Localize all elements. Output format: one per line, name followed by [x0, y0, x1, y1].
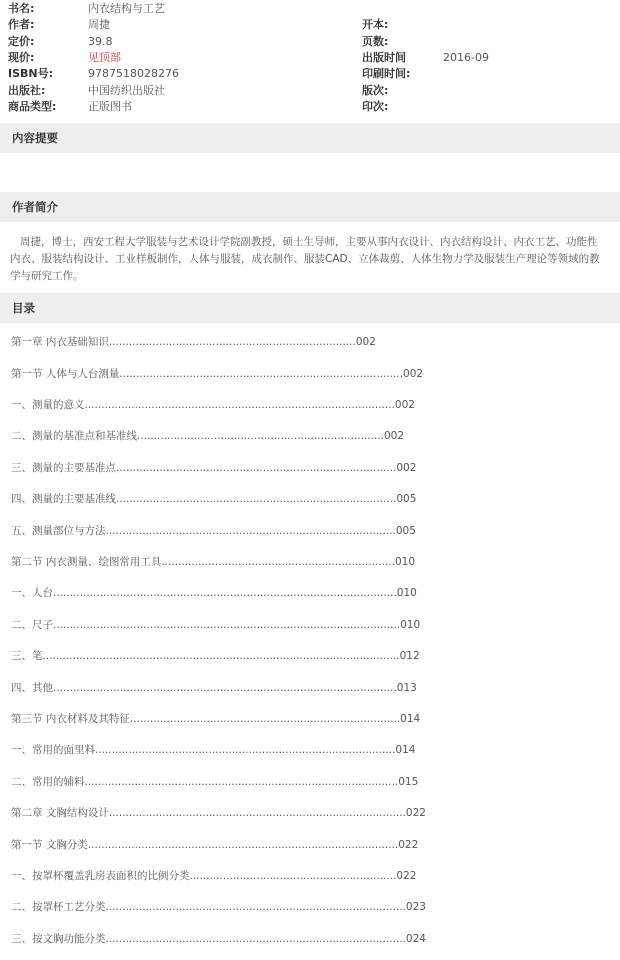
author-section-header: [0, 192, 620, 222]
toc-entry: 第二章 文胸结构设计.........................................................................................022: [11, 807, 426, 819]
current-price-link[interactable]: 见顶部: [88, 51, 121, 64]
toc-entry: 四、其他.......................................................................................................013: [11, 682, 417, 694]
toc-entry: 二、尺子........................................................................................................010: [11, 619, 421, 631]
format-label: 开本:: [362, 18, 389, 31]
title-value: 内衣结构与工艺: [88, 2, 165, 15]
toc-entry: 一、人台.......................................................................................................010: [11, 587, 417, 599]
title-label: 书名:: [8, 2, 35, 15]
author-value: 周捷: [88, 18, 110, 31]
impression-label: 印次:: [362, 100, 389, 113]
toc-entry: 二、测量的基准点和基准线..........................................................................002: [11, 430, 405, 442]
pages-label: 页数:: [362, 35, 389, 48]
toc-section-header: [0, 293, 620, 323]
toc-entry: 一、按罩杯覆盖乳房表面积的比例分类..............................................................022: [11, 870, 417, 882]
toc-entry: 第一节 人体与人台测量.....................................................................................002: [11, 368, 424, 380]
toc-entry: 第一节 文胸分类.............................................................................................022: [11, 839, 419, 851]
product-type-value: 正版图书: [88, 100, 132, 113]
author-label: 作者:: [8, 18, 35, 31]
summary-section-header: [0, 123, 620, 153]
publish-date-label: 出版时间: [362, 51, 406, 64]
toc-entry: 一、常用的面里料..........................................................................................014: [11, 744, 416, 756]
edition-label: 版次:: [362, 84, 389, 97]
product-type-label: 商品类型:: [8, 100, 57, 113]
current-price-label: 现价:: [8, 51, 35, 64]
toc-entry: 第二节 内衣测量、绘图常用工具......................................................................010: [11, 556, 416, 568]
toc-entry: 第三节 内衣材料及其特征.................................................................................014: [11, 713, 421, 725]
isbn-value: 9787518028276: [88, 67, 179, 80]
publish-date-value: 2016-09: [443, 51, 489, 64]
toc-entry: 第一章 内衣基础知识..........................................................................002: [11, 336, 376, 348]
price-label: 定价:: [8, 35, 35, 48]
publisher-value: 中国纺织出版社: [88, 84, 165, 97]
toc-entry: 一、测量的意义.............................................................................................002: [11, 399, 415, 411]
toc-entry: 三、按文胸功能分类..........................................................................................024: [11, 933, 426, 945]
price-value: 39.8: [88, 35, 113, 48]
toc-entry: 二、按罩杯工艺分类..........................................................................................023: [11, 901, 426, 913]
publisher-label: 出版社:: [8, 84, 46, 97]
print-date-label: 印刷时间:: [362, 67, 411, 80]
toc-entry: 四、测量的主要基准线....................................................................................005: [11, 493, 417, 505]
toc-entry: 三、笔...........................................................................................................012: [11, 650, 420, 662]
isbn-label: ISBN号:: [8, 67, 54, 80]
toc-entry: 二、常用的辅料..............................................................................................015: [11, 776, 419, 788]
summary-section-title: 内容提要: [12, 131, 58, 145]
toc-section-title: 目录: [12, 301, 35, 315]
author-intro-text: 周捷，博士，西安工程大学服装与艺术设计学院副教授，硕士生导师，主要从事内衣设计、内衣结构设计、内衣工艺、功能性内衣、服装结构设计、工业样板制作，人体与服装，成衣制作、服装CAD、立体裁剪、人体生物力学及服装生产理论等领域的教学与研究工作。: [10, 236, 600, 282]
book-info: [0, 0, 620, 118]
toc-entry: 三、测量的主要基准点....................................................................................002: [11, 462, 417, 474]
author-section-title: 作者简介: [12, 200, 58, 214]
toc-entry: 五、测量部位与方法.......................................................................................005: [11, 525, 416, 537]
